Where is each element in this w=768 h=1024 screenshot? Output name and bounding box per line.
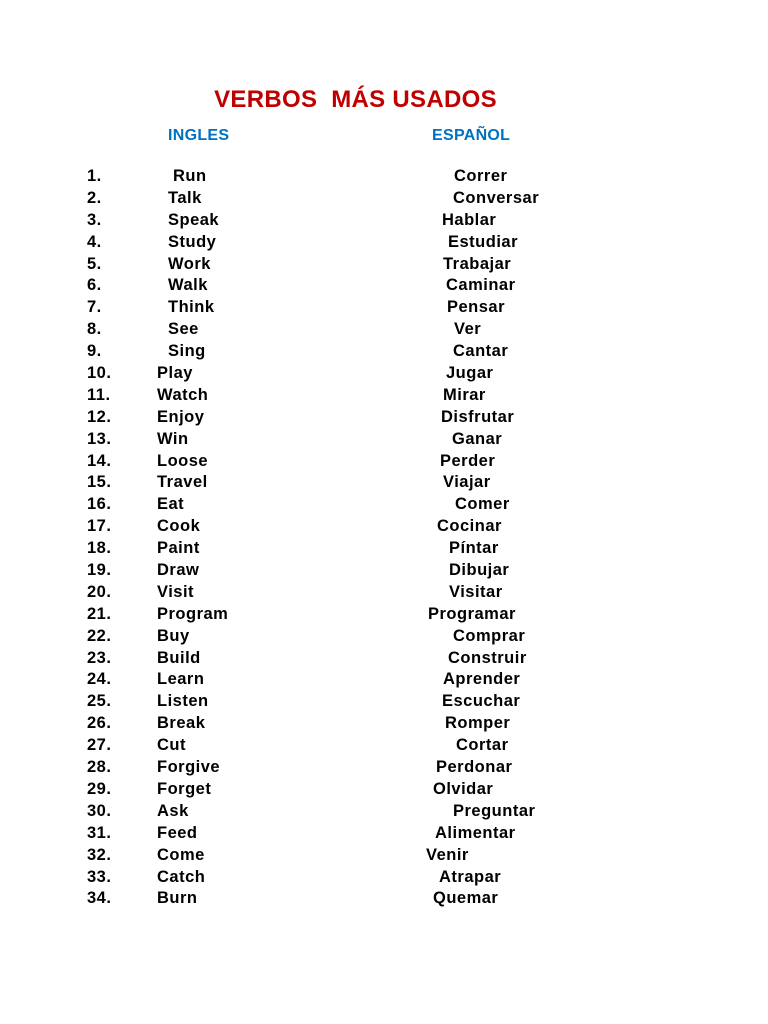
verb-row [0, 363, 768, 385]
verb-number: 33. [87, 867, 112, 886]
verb-number: 26. [87, 714, 112, 733]
spanish-verb: Ganar [452, 429, 503, 448]
verb-row [0, 823, 768, 845]
spanish-verb: Olvidar [433, 779, 494, 798]
spanish-verb: Píntar [449, 539, 499, 558]
spanish-verb: Aprender [443, 670, 521, 689]
verb-row [0, 232, 768, 254]
verb-number: 4. [87, 232, 102, 251]
verb-number: 3. [87, 210, 102, 229]
verb-row [0, 845, 768, 867]
spanish-verb: Escuchar [442, 692, 521, 711]
spanish-verb: Pensar [447, 298, 506, 317]
verb-row [0, 669, 768, 691]
english-verb: Watch [157, 385, 209, 404]
verb-number: 17. [87, 517, 112, 536]
verb-number: 22. [87, 626, 112, 645]
verb-number: 20. [87, 582, 112, 601]
verb-number: 10. [87, 364, 112, 383]
spanish-verb: Alimentar [435, 823, 516, 842]
verb-number: 27. [87, 736, 112, 755]
verb-row [0, 341, 768, 363]
verb-number: 9. [87, 342, 102, 361]
english-verb: Walk [168, 276, 208, 295]
spanish-verb: Cortar [456, 736, 509, 755]
english-verb: Burn [157, 889, 198, 908]
verb-row [0, 407, 768, 429]
spanish-verb: Romper [445, 714, 511, 733]
verb-number: 7. [87, 298, 102, 317]
english-verb: Cook [157, 517, 201, 536]
spanish-verb: Disfrutar [441, 407, 515, 426]
verb-number: 8. [87, 320, 102, 339]
english-verb: Eat [157, 495, 185, 514]
english-verb: Travel [157, 473, 208, 492]
spanish-verb: Visitar [449, 582, 503, 601]
verb-row [0, 516, 768, 538]
spanish-verb: Jugar [446, 364, 494, 383]
verb-row [0, 188, 768, 210]
spanish-verb: Programar [428, 604, 516, 623]
verb-row [0, 779, 768, 801]
english-verb: Visit [157, 582, 195, 601]
verb-row [0, 691, 768, 713]
verb-row [0, 735, 768, 757]
verb-number: 23. [87, 648, 112, 667]
verb-row [0, 757, 768, 779]
verb-number: 12. [87, 407, 112, 426]
english-verb: Forgive [157, 758, 221, 777]
verb-row [0, 494, 768, 516]
english-verb: Speak [168, 210, 220, 229]
verb-row [0, 254, 768, 276]
spanish-verb: Dibujar [449, 561, 510, 580]
verb-row [0, 560, 768, 582]
spanish-verb: Cocinar [437, 517, 502, 536]
spanish-verb: Construir [448, 648, 527, 667]
english-verb: Loose [157, 451, 209, 470]
spanish-verb: Caminar [446, 276, 516, 295]
spanish-verb: Viajar [443, 473, 491, 492]
english-verb: Talk [168, 188, 202, 207]
verb-number: 32. [87, 845, 112, 864]
spanish-verb: Perdonar [436, 758, 513, 777]
verb-row [0, 888, 768, 910]
verb-number: 34. [87, 889, 112, 908]
verb-row [0, 626, 768, 648]
english-verb: Study [168, 232, 217, 251]
english-verb: Forget [157, 779, 212, 798]
english-verb: Feed [157, 823, 198, 842]
verb-number: 18. [87, 539, 112, 558]
english-verb: Listen [157, 692, 209, 711]
verb-row [0, 582, 768, 604]
verb-row [0, 166, 768, 188]
english-verb: Break [157, 714, 206, 733]
spanish-verb: Hablar [442, 210, 497, 229]
spanish-verb: Comprar [453, 626, 526, 645]
english-verb: Enjoy [157, 407, 205, 426]
verb-number: 21. [87, 604, 112, 623]
spanish-verb: Comer [455, 495, 510, 514]
verb-row [0, 319, 768, 341]
english-verb: Program [157, 604, 229, 623]
english-verb: Work [168, 254, 211, 273]
verb-row [0, 867, 768, 889]
english-verb: Ask [157, 801, 189, 820]
verb-number: 28. [87, 758, 112, 777]
english-verb: Come [157, 845, 205, 864]
english-verb: Learn [157, 670, 205, 689]
english-verb: Run [173, 167, 207, 185]
verb-row [0, 385, 768, 407]
english-verb: Cut [157, 736, 186, 755]
verb-row [0, 451, 768, 473]
verb-number: 30. [87, 801, 112, 820]
english-verb: Catch [157, 867, 206, 886]
english-verb: Think [168, 298, 215, 317]
verb-row [0, 472, 768, 494]
spanish-verb: Trabajar [443, 254, 512, 273]
verb-number: 5. [87, 254, 102, 273]
spanish-verb: Mirar [443, 385, 486, 404]
verb-row [0, 713, 768, 735]
english-verb: Build [157, 648, 201, 667]
verb-number: 16. [87, 495, 112, 514]
verb-number: 31. [87, 823, 112, 842]
spanish-verb: Estudiar [448, 232, 519, 251]
verb-number: 29. [87, 779, 112, 798]
verb-number: 6. [87, 276, 102, 295]
spanish-verb: Atrapar [439, 867, 502, 886]
spanish-verb: Venir [426, 845, 469, 864]
verb-row [0, 275, 768, 297]
spanish-verb: Ver [454, 320, 482, 339]
english-verb: Win [157, 429, 189, 448]
spanish-verb: Quemar [433, 889, 499, 908]
verb-number: 11. [87, 385, 111, 404]
verb-number: 13. [87, 429, 112, 448]
english-verb: Paint [157, 539, 200, 558]
spanish-verb: Preguntar [453, 801, 536, 820]
spanish-verb: Cantar [453, 342, 509, 361]
spanish-verb: Perder [440, 451, 496, 470]
verb-row [0, 801, 768, 823]
spanish-verb: Conversar [453, 188, 540, 207]
english-verb: Buy [157, 626, 190, 645]
verb-number: 15. [87, 473, 112, 492]
verb-row [0, 429, 768, 451]
verb-number: 14. [87, 451, 112, 470]
verb-row [0, 297, 768, 319]
english-column-header: INGLES [168, 127, 230, 144]
english-verb: Draw [157, 561, 200, 580]
verb-row [0, 538, 768, 560]
english-verb: Play [157, 364, 193, 383]
english-verb: Sing [168, 342, 206, 361]
english-verb: See [168, 320, 199, 339]
verb-list [0, 166, 768, 910]
verb-number: 1. [87, 167, 102, 185]
document-title: VERBOS MÁS USADOS [214, 86, 497, 113]
verb-row [0, 604, 768, 626]
verb-row [0, 648, 768, 670]
verb-number: 19. [87, 561, 112, 580]
spanish-verb: Correr [454, 167, 508, 185]
verb-number: 25. [87, 692, 112, 711]
verb-number: 2. [87, 188, 102, 207]
verb-row [0, 210, 768, 232]
spanish-column-header: ESPAÑOL [432, 127, 511, 144]
verb-number: 24. [87, 670, 112, 689]
